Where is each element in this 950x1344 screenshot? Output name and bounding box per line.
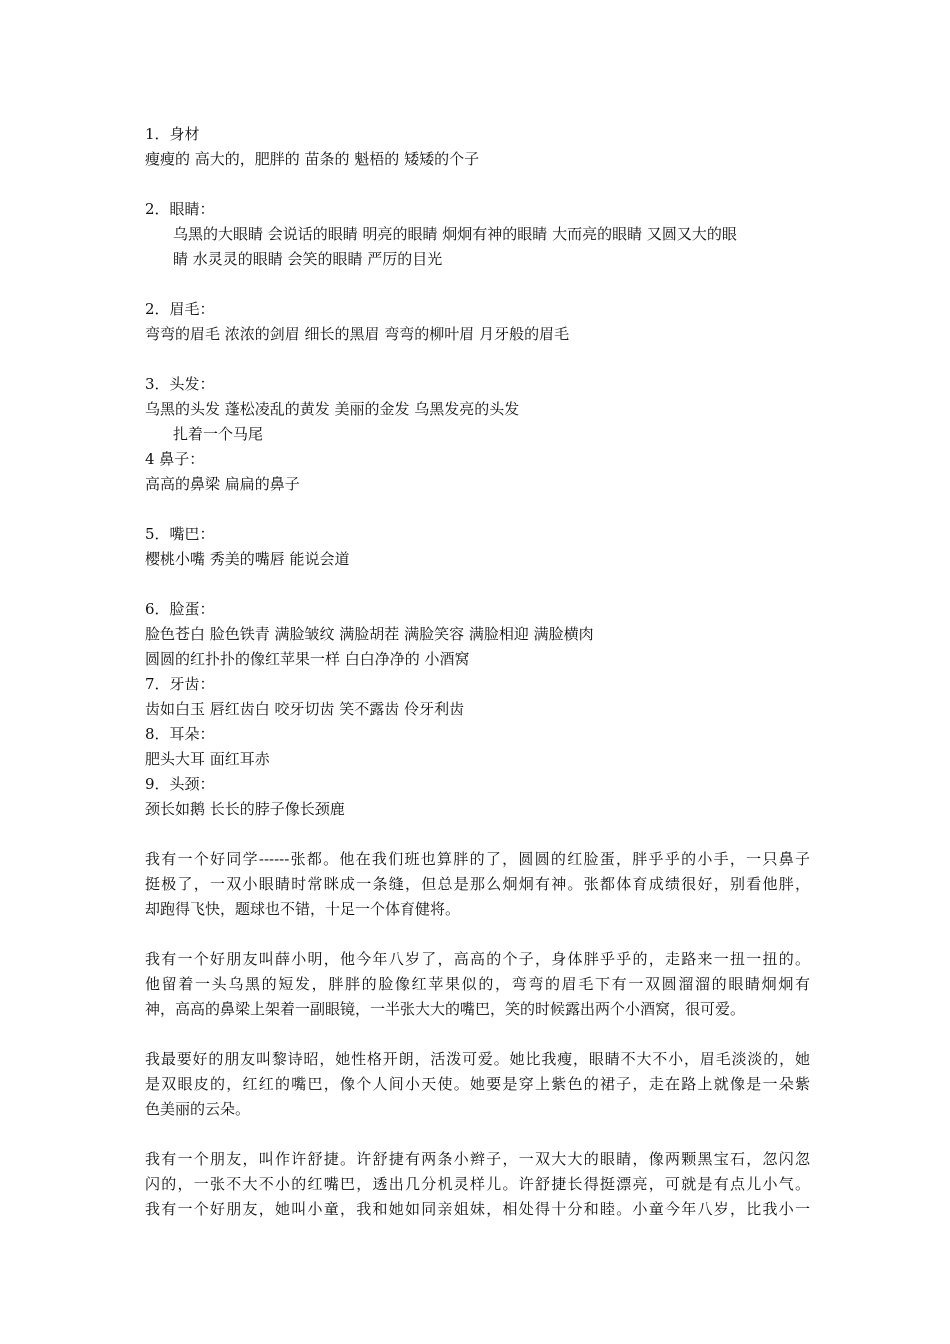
neck-words: 颈长如鹅 长长的脖子像长颈鹿 bbox=[145, 800, 345, 818]
eyes-words: 睛 水灵灵的眼睛 会笑的眼睛 严厉的目光 bbox=[173, 250, 443, 268]
paragraph-line: 我最要好的朋友叫黎诗昭，她性格开朗，活泼可爱。她比我瘦，眼睛不大不小，眉毛淡淡的，她 bbox=[145, 1050, 810, 1068]
blank-line bbox=[145, 1022, 810, 1047]
paragraph-line: 我有一个好朋友，她叫小童，我和她如同亲姐妹，相处得十分和睦。小童今年八岁，比我小一 bbox=[145, 1200, 810, 1218]
blank-line bbox=[145, 172, 810, 197]
paragraph-line: 色美丽的云朵。 bbox=[145, 1100, 251, 1118]
document-page bbox=[145, 122, 810, 1222]
mouth-words: 樱桃小嘴 秀美的嘴唇 能说会道 bbox=[145, 550, 350, 568]
blank-line bbox=[145, 347, 810, 372]
heading-teeth: 7．牙齿： bbox=[145, 675, 215, 693]
heading-face: 6．脸蛋： bbox=[145, 600, 215, 618]
heading-neck: 9．头颈： bbox=[145, 775, 215, 793]
paragraph-xushujie bbox=[145, 1147, 810, 1222]
nose-words: 高高的鼻梁 扁扁的鼻子 bbox=[145, 475, 300, 493]
blank-line bbox=[145, 272, 810, 297]
hair-words: 乌黑的头发 蓬松凌乱的黄发 美丽的金发 乌黑发亮的头发 bbox=[145, 400, 520, 418]
eyebrows-words: 弯弯的眉毛 浓浓的剑眉 细长的黑眉 弯弯的柳叶眉 月牙般的眉毛 bbox=[145, 325, 570, 343]
heading-ears: 8．耳朵： bbox=[145, 725, 215, 743]
heading-eyebrows: 2．眉毛： bbox=[145, 300, 215, 318]
paragraph-zhangdu bbox=[145, 847, 810, 922]
paragraph-line: 我有一个朋友，叫作许舒捷。许舒捷有两条小辫子，一双大大的眼睛，像两颗黑宝石，忽闪忽 bbox=[145, 1150, 810, 1168]
teeth-words: 齿如白玉 唇红齿白 咬牙切齿 笑不露齿 伶牙利齿 bbox=[145, 700, 465, 718]
paragraph-lishizhao bbox=[145, 1047, 810, 1122]
face-words: 圆圆的红扑扑的像红苹果一样 白白净净的 小酒窝 bbox=[145, 650, 470, 668]
eyes-words: 乌黑的大眼睛 会说话的眼睛 明亮的眼睛 炯炯有神的眼睛 大而亮的眼睛 又圆又大的眼 bbox=[173, 225, 737, 243]
paragraph-xuexiaoming bbox=[145, 947, 810, 1022]
paragraph-line: 神，高高的鼻梁上架着一副眼镜，一半张大大的嘴巴，笑的时候露出两个小酒窝，很可爱。 bbox=[145, 1000, 746, 1018]
paragraph-line: 挺极了，一双小眼睛时常眯成一条缝，但总是那么炯炯有神。张都体育成绩很好，别看他胖， bbox=[145, 875, 810, 893]
paragraph-line: 是双眼皮的，红红的嘴巴，像个人间小天使。她要是穿上紫色的裙子，走在路上就像是一朵紫 bbox=[145, 1075, 810, 1093]
blank-line bbox=[145, 822, 810, 847]
figure-words: 瘦瘦的 高大的，肥胖的 苗条的 魁梧的 矮矮的个子 bbox=[145, 150, 480, 168]
blank-line bbox=[145, 572, 810, 597]
heading-figure: 1．身材 bbox=[145, 125, 200, 143]
paragraph-line: 我有一个好朋友叫薛小明，他今年八岁了，高高的个子，身体胖乎乎的，走路来一扭一扭的。 bbox=[145, 950, 810, 968]
paragraph-line: 他留着一头乌黑的短发，胖胖的脸像红苹果似的，弯弯的眉毛下有一双圆溜溜的眼睛炯炯有 bbox=[145, 975, 810, 993]
paragraph-line: 我有一个好同学------张都。他在我们班也算胖的了，圆圆的红脸蛋，胖乎乎的小手，一只鼻子 bbox=[145, 850, 810, 868]
heading-nose: 4 鼻子： bbox=[145, 450, 205, 468]
face-words: 脸色苍白 脸色铁青 满脸皱纹 满脸胡茬 满脸笑容 满脸相迎 满脸横肉 bbox=[145, 625, 594, 643]
heading-hair: 3．头发： bbox=[145, 375, 215, 393]
paragraph-line: 闪的，一张不大不小的红嘴巴，透出几分机灵样儿。许舒捷长得挺漂亮，可就是有点儿小气。 bbox=[145, 1175, 810, 1193]
ears-words: 肥头大耳 面红耳赤 bbox=[145, 750, 270, 768]
blank-line bbox=[145, 497, 810, 522]
blank-line bbox=[145, 1122, 810, 1147]
heading-mouth: 5．嘴巴： bbox=[145, 525, 215, 543]
hair-words: 扎着一个马尾 bbox=[173, 425, 264, 443]
heading-eyes: 2．眼睛： bbox=[145, 200, 215, 218]
paragraph-line: 却跑得飞快，题球也不错，十足一个体育健将。 bbox=[145, 900, 461, 918]
blank-line bbox=[145, 922, 810, 947]
